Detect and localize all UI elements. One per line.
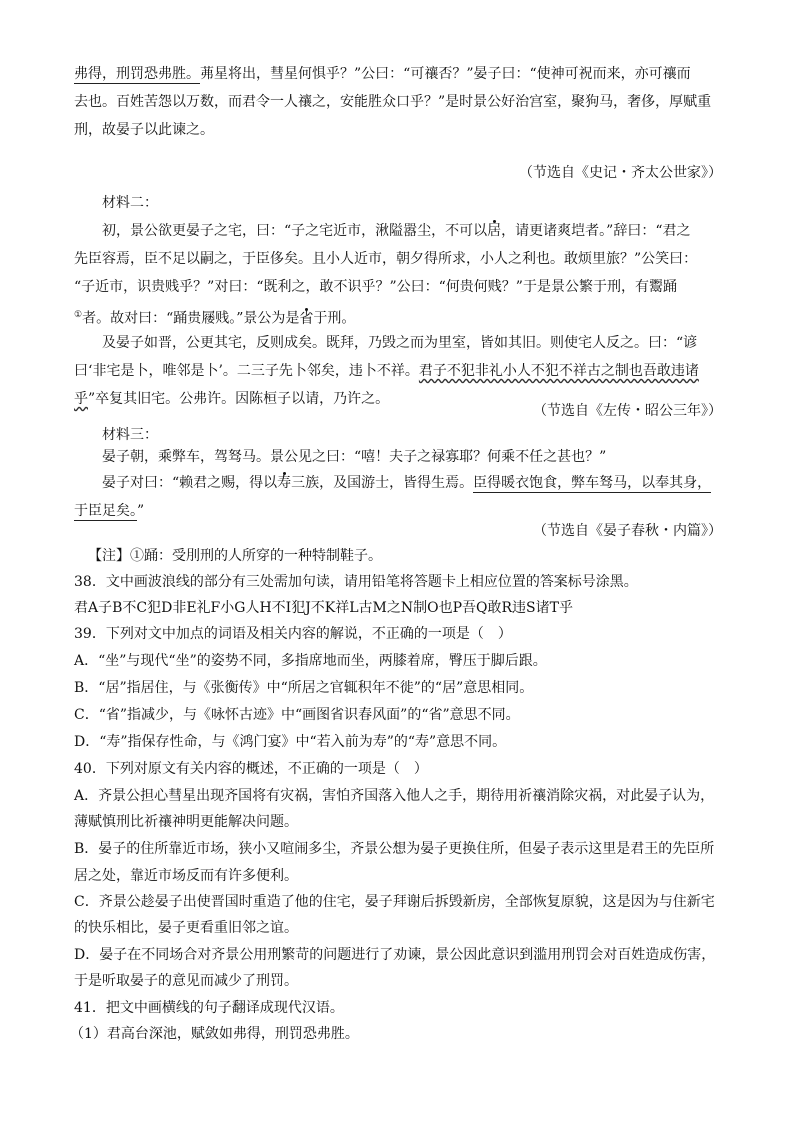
m2-title: 材料二： bbox=[102, 195, 158, 211]
q40-option-a-line-1: A．齐景公担心彗星出现齐国将有灾祸，害怕齐国落入他人之手，期待用祈禳消除灾祸，对此晏子认为， bbox=[74, 788, 715, 804]
q41-stem: 41．把文中画横线的句子翻译成现代汉语。 bbox=[74, 1000, 344, 1016]
dotted-word-sheng: 省 bbox=[299, 310, 314, 327]
q40-option-a-line-2: 薄赋慎刑比祈禳神明更能解决问题。 bbox=[74, 814, 298, 830]
q40-option-d-line-2: 于是听取晏子的意见而减少了刑罚。 bbox=[74, 973, 298, 989]
m3-line-1: 晏子朝，乘弊车，驾驽马。景公见之曰：“嘻！夫子之禄寡耶？何乘不任之甚也？” bbox=[102, 449, 607, 465]
m2-p2-line-1: 及晏子如晋，公更其宅，反则成矣。既拜，乃毁之而为里室，皆如其旧。则使宅人反之。曰：“谚 bbox=[102, 335, 698, 351]
q40-stem: 40．下列对原文有关内容的概述，不正确的一项是（ ） bbox=[74, 761, 428, 777]
q40-option-c-line-1: C．齐景公趁晏子出使晋国时重造了他的住宅，晏子拜谢后拆毁新房，全部恢复原貌，这是因为与住新宅 bbox=[74, 894, 715, 910]
q39-option-c: C．“省”指减少，与《咏怀古迹》中“画图省识春风面”的“省”意思不同。 bbox=[74, 707, 520, 723]
m2-p1-line-4: ①者。故对曰：“踊贵屦贱。”景公为是省于刑。 bbox=[74, 310, 356, 327]
m1-underlined-sentence: 弗得，刑罚恐弗胜。 bbox=[74, 66, 200, 82]
m2-p1-line-1: 初，景公欲更晏子之宅，曰：“子之宅近市，湫隘嚣尘，不可以居，请更诸爽垲者。”辞曰：“君之 bbox=[102, 223, 691, 239]
m2-p1-line-2: 先臣容焉，臣不足以嗣之，于臣侈矣。且小人近市，朝夕得所求，小人之利也。敢烦里旅？”公笑曰： bbox=[74, 251, 698, 267]
q38-stem: 38．文中画波浪线的部分有三处需加句读，请用铅笔将答题卡上相应位置的答案标号涂黑。 bbox=[74, 574, 638, 590]
m3-underlined-sentence-end: 于臣足矣。 bbox=[74, 503, 137, 519]
q40-option-d-line-1: D．晏子在不同场合对齐景公用刑繁苛的问题进行了劝谏，景公因此意识到滥用刑罚会对百姓造成伤害， bbox=[74, 947, 716, 963]
q38-options: 君A子B不C犯D非E礼F小G人H不I犯J不K祥L古M之N制O也P吾Q敢R违S诸T乎 bbox=[74, 600, 573, 616]
m1-line-3: 刑，故晏子以此谏之。 bbox=[74, 122, 214, 138]
dotted-word-ju: 居 bbox=[487, 223, 502, 239]
q40-option-c-line-2: 的快乐相比，晏子更看重旧邻之谊。 bbox=[74, 920, 298, 936]
m3-line-3: 于臣足矣。” bbox=[74, 503, 145, 519]
q39-stem: 39．下列对文中加点的词语及相关内容的解说，不正确的一项是（ ） bbox=[74, 626, 512, 642]
m1-source: （节选自《史记・齐太公世家》） bbox=[519, 165, 722, 181]
q41-item-1: （1）君高台深池，赋敛如弗得，刑罚恐弗胜。 bbox=[70, 1026, 359, 1042]
wavy-underlined-passage: 君子不犯非礼小人不犯不祥古之制也吾敢违诸 bbox=[418, 363, 699, 379]
m3-source: （节选自《晏子春秋・内篇》） bbox=[533, 523, 722, 539]
wavy-underlined-passage-end: 乎 bbox=[74, 391, 88, 407]
m2-p1-line-3: “子近市，识贵贱乎？”对曰：“既利之，敢不识乎？”公曰：“何贵何贱？”于是景公繁于刑，有鬻踊 bbox=[74, 279, 677, 295]
q39-option-a: A．“坐”与现代“坐”的姿势不同，多指席地而坐，两膝着席，臀压于脚后跟。 bbox=[74, 653, 547, 669]
m2-source: （节选自《左传・昭公三年》） bbox=[533, 403, 722, 419]
m3-line-2: 晏子对曰：“赖君之赐，得以寿三族，及国游士，皆得生焉。臣得暖衣饱食，弊车驽马，以奉其身， bbox=[102, 475, 712, 491]
m1-line-1: 弗得，刑罚恐弗胜。茀星将出，彗星何惧乎？”公曰：“可禳否？”晏子曰：“使神可祝而来，亦可禳而 bbox=[74, 66, 691, 82]
m2-p2-line-2: 曰‘非宅是卜，唯邻是卜’。二三子先卜邻矣，违卜不祥。君子不犯非礼小人不犯不祥古之制也吾敢违诸 bbox=[74, 363, 699, 379]
q40-option-b-line-2: 居之处，靠近市场反而有许多便利。 bbox=[74, 868, 298, 884]
annotation-note: 【注】①踊：受刖刑的人所穿的一种特制鞋子。 bbox=[88, 548, 382, 564]
m3-title: 材料三： bbox=[102, 427, 158, 443]
q39-option-d: D．“寿”指保存性命，与《鸿门宴》中“若入前为寿”的“寿”意思不同。 bbox=[74, 734, 507, 750]
m1-line-2: 去也。百姓苦怨以万数，而君令一人禳之，安能胜众口乎？”是时景公好治宫室，聚狗马，奢侈，厚赋重 bbox=[74, 94, 712, 110]
m2-p2-line-3: 乎”卒复其旧宅。公弗许。因陈桓子以请，乃许之。 bbox=[74, 391, 390, 407]
footnote-marker: ① bbox=[74, 310, 83, 320]
q40-option-b-line-1: B．晏子的住所靠近市场，狭小又喧闹多尘，齐景公想为晏子更换住所，但晏子表示这里是君王的先臣所 bbox=[74, 841, 715, 857]
q39-option-b: B．“居”指居住，与《张衡传》中“所居之官辄积年不徙”的“居”意思相同。 bbox=[74, 680, 534, 696]
dotted-word-shou: 寿 bbox=[277, 475, 292, 491]
m3-underlined-sentence: 臣得暖衣饱食，弊车驽马，以奉其身， bbox=[473, 475, 712, 491]
